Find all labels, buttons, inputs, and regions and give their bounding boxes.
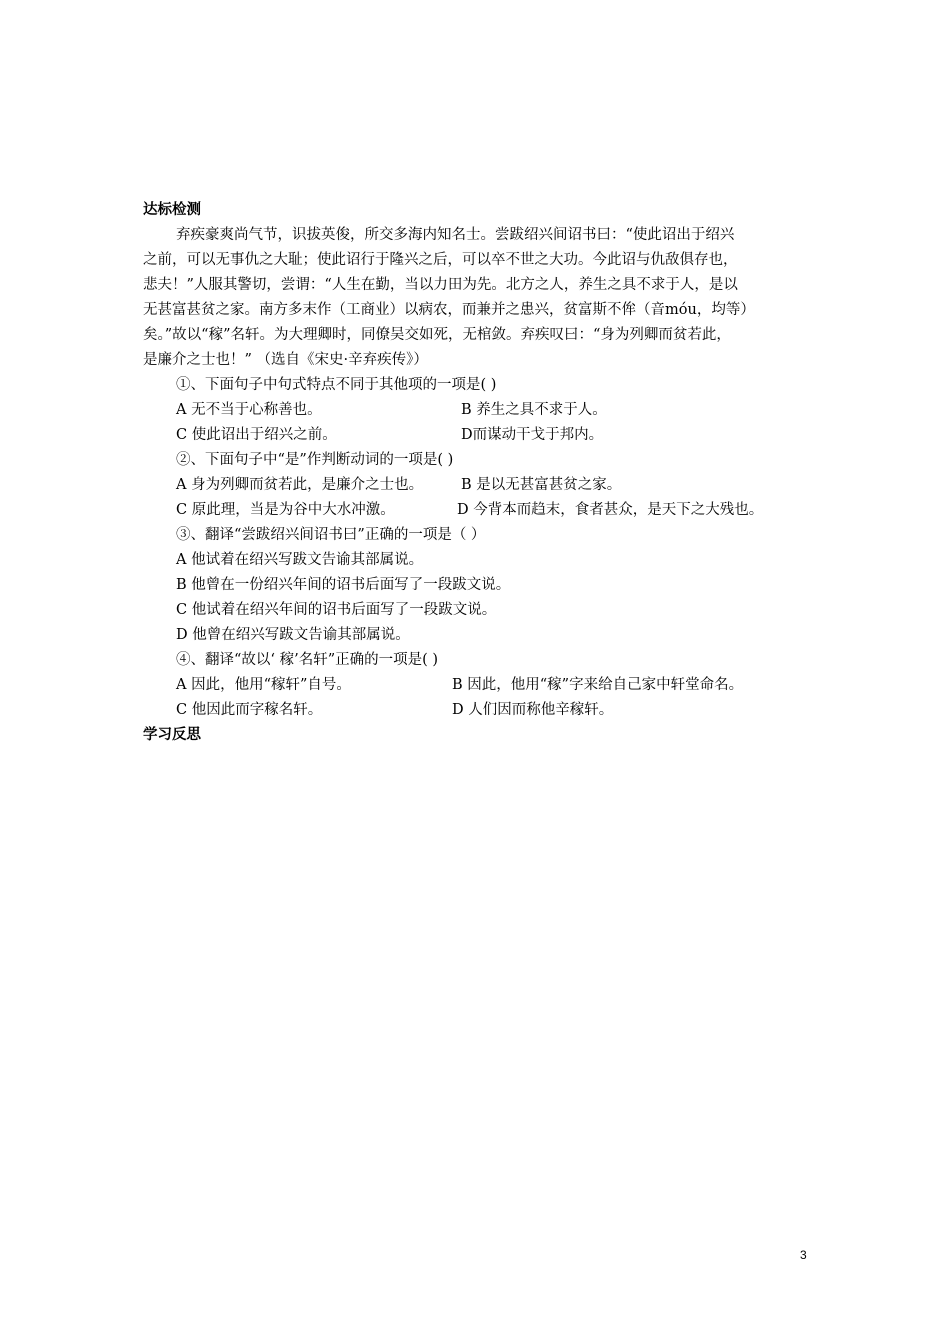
passage-line: 之前，可以无事仇之大耻；使此诏行于隆兴之后，可以卒不世之大功。今此诏与仇敌俱存也，: [143, 252, 738, 268]
section-heading: 达标检测: [143, 202, 201, 218]
question-option: B 他曾在一份绍兴年间的诏书后面写了一段跋文说。: [176, 577, 511, 593]
question-option: A 无不当于心称善也。: [176, 402, 322, 418]
passage-line: 弃疾豪爽尚气节，识拔英俊，所交多海内知名士。尝跋绍兴间诏书曰：“使此诏出于绍兴: [176, 227, 735, 243]
page-number: 3: [800, 1248, 807, 1262]
question-option: B 因此，他用“稼”字来给自己家中轩堂命名。: [452, 677, 744, 693]
question-option: B 是以无甚富甚贫之家。: [461, 477, 622, 493]
question-option: D而谋动干戈于邦内。: [461, 427, 604, 443]
question-option: C 原此理，当是为谷中大水冲激。: [176, 502, 395, 518]
question-stem: ④、翻译“故以‘ 稼’名轩”正确的一项是( ): [176, 652, 439, 668]
question-option: C 他试着在绍兴年间的诏书后面写了一段跋文说。: [176, 602, 497, 618]
question-option: A 因此，他用“稼轩”自号。: [176, 677, 351, 693]
question-option: C 使此诏出于绍兴之前。: [176, 427, 337, 443]
question-option: B 养生之具不求于人。: [461, 402, 607, 418]
question-option: D 人们因而称他辛稼轩。: [452, 702, 614, 718]
passage-line: 矣。”故以“稼”名轩。为大理卿时，同僚吴交如死，无棺敛。弃疾叹曰：“身为列卿而贫若此，: [143, 327, 731, 343]
question-stem: ③、翻译“尝跋绍兴间诏书曰”正确的一项是（ ）: [176, 527, 486, 543]
passage-line: 悲夫！”人服其警切，尝谓：“人生在勤，当以力田为先。北方之人，养生之具不求于人，是以: [143, 277, 738, 293]
reflection-heading: 学习反思: [143, 727, 201, 743]
question-option: A 他试着在绍兴写跋文告谕其部属说。: [176, 552, 424, 568]
passage-line: 是廉介之士也！” （选自《宋史·辛弃疾传》）: [143, 352, 428, 368]
question-option: C 他因此而字稼名轩。: [176, 702, 323, 718]
question-stem: ①、下面句子中句式特点不同于其他项的一项是( ): [176, 377, 497, 393]
question-stem: ②、下面句子中“是”作判断动词的一项是( ): [176, 452, 454, 468]
question-option: D 今背本而趋末，食者甚众，是天下之大残也。: [457, 502, 764, 518]
passage-line: 无甚富甚贫之家。南方多末作（工商业）以病农，而兼并之患兴，贫富斯不侔（音móu，均等）: [143, 302, 755, 318]
question-option: A 身为列卿而贫若此，是廉介之士也。: [176, 477, 424, 493]
question-option: D 他曾在绍兴写跋文告谕其部属说。: [176, 627, 410, 643]
